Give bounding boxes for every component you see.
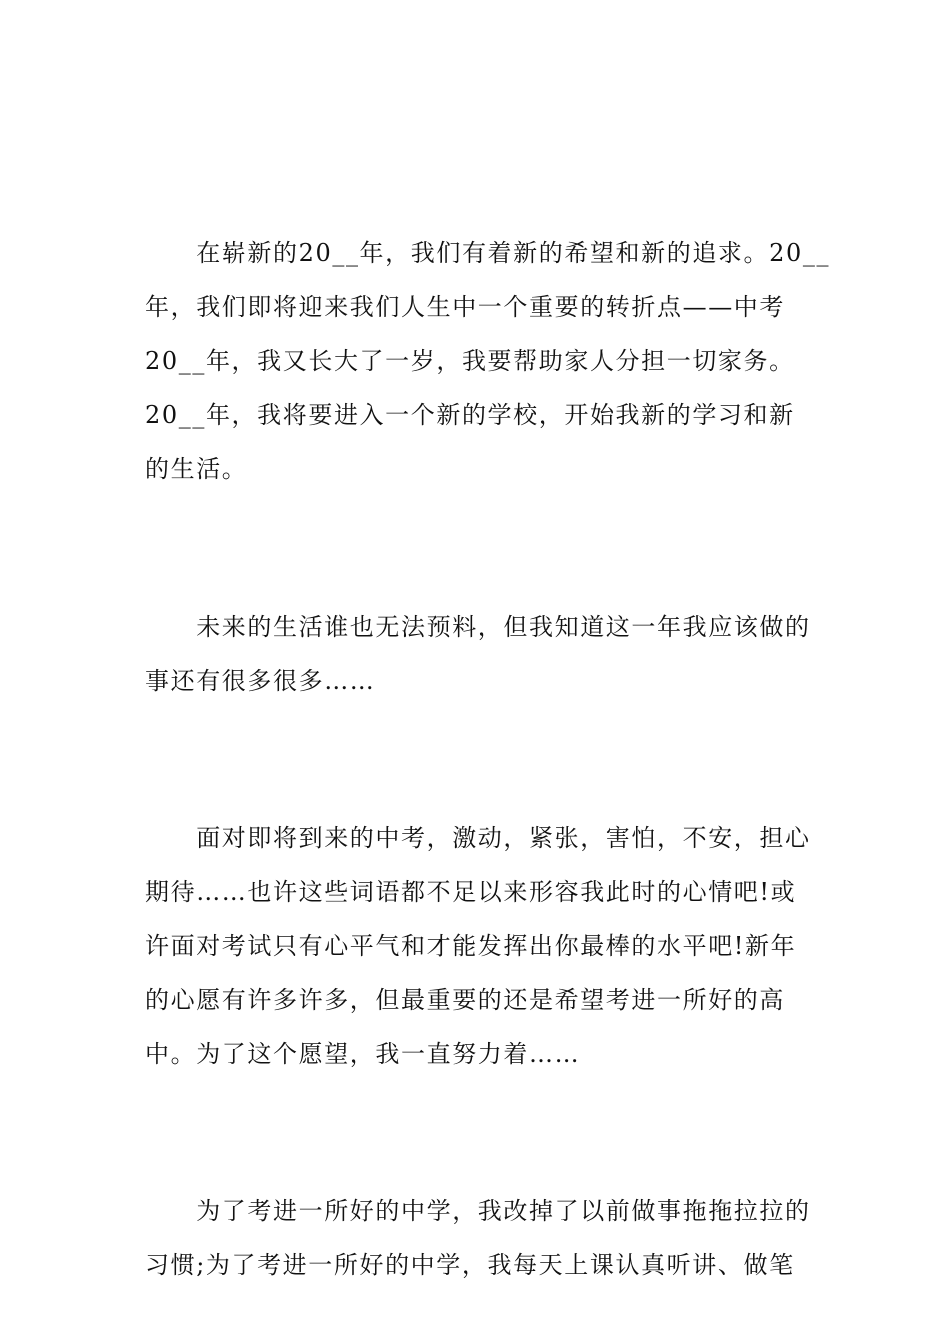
paragraph-2-line-2: 事还有很多很多…… [145,667,376,695]
paragraph-3-line-4: 的心愿有许多许多，但最重要的还是希望考进一所好的高 [145,986,785,1014]
paragraph-4-line-1: 为了考进一所好的中学，我改掉了以前做事拖拖拉拉的 [145,1197,811,1225]
paragraph-1-line-3: 20__年，我又长大了一岁，我要帮助家人分担一切家务。 [145,347,795,375]
paragraph-1-line-4: 20__年，我将要进入一个新的学校，开始我新的学习和新 [145,401,795,429]
paragraph-3-line-5: 中。为了这个愿望，我一直努力着…… [145,1040,581,1068]
paragraph-2-line-1: 未来的生活谁也无法预料，但我知道这一年我应该做的 [145,613,811,641]
paragraph-3-line-2: 期待……也许这些词语都不足以来形容我此时的心情吧!或 [145,878,797,906]
paragraph-1-line-5: 的生活。 [145,455,248,483]
paragraph-3-line-3: 许面对考试只有心平气和才能发挥出你最棒的水平吧!新年 [145,932,797,960]
paragraph-4-line-2: 习惯;为了考进一所好的中学，我每天上课认真听讲、做笔 [145,1251,795,1279]
paragraph-1-line-1: 在崭新的20__年，我们有着新的希望和新的追求。20__ [145,239,831,267]
paragraph-3-line-1: 面对即将到来的中考，激动，紧张，害怕，不安，担心 [145,824,811,852]
paragraph-1-line-2: 年，我们即将迎来我们人生中一个重要的转折点——中考 [145,293,785,321]
